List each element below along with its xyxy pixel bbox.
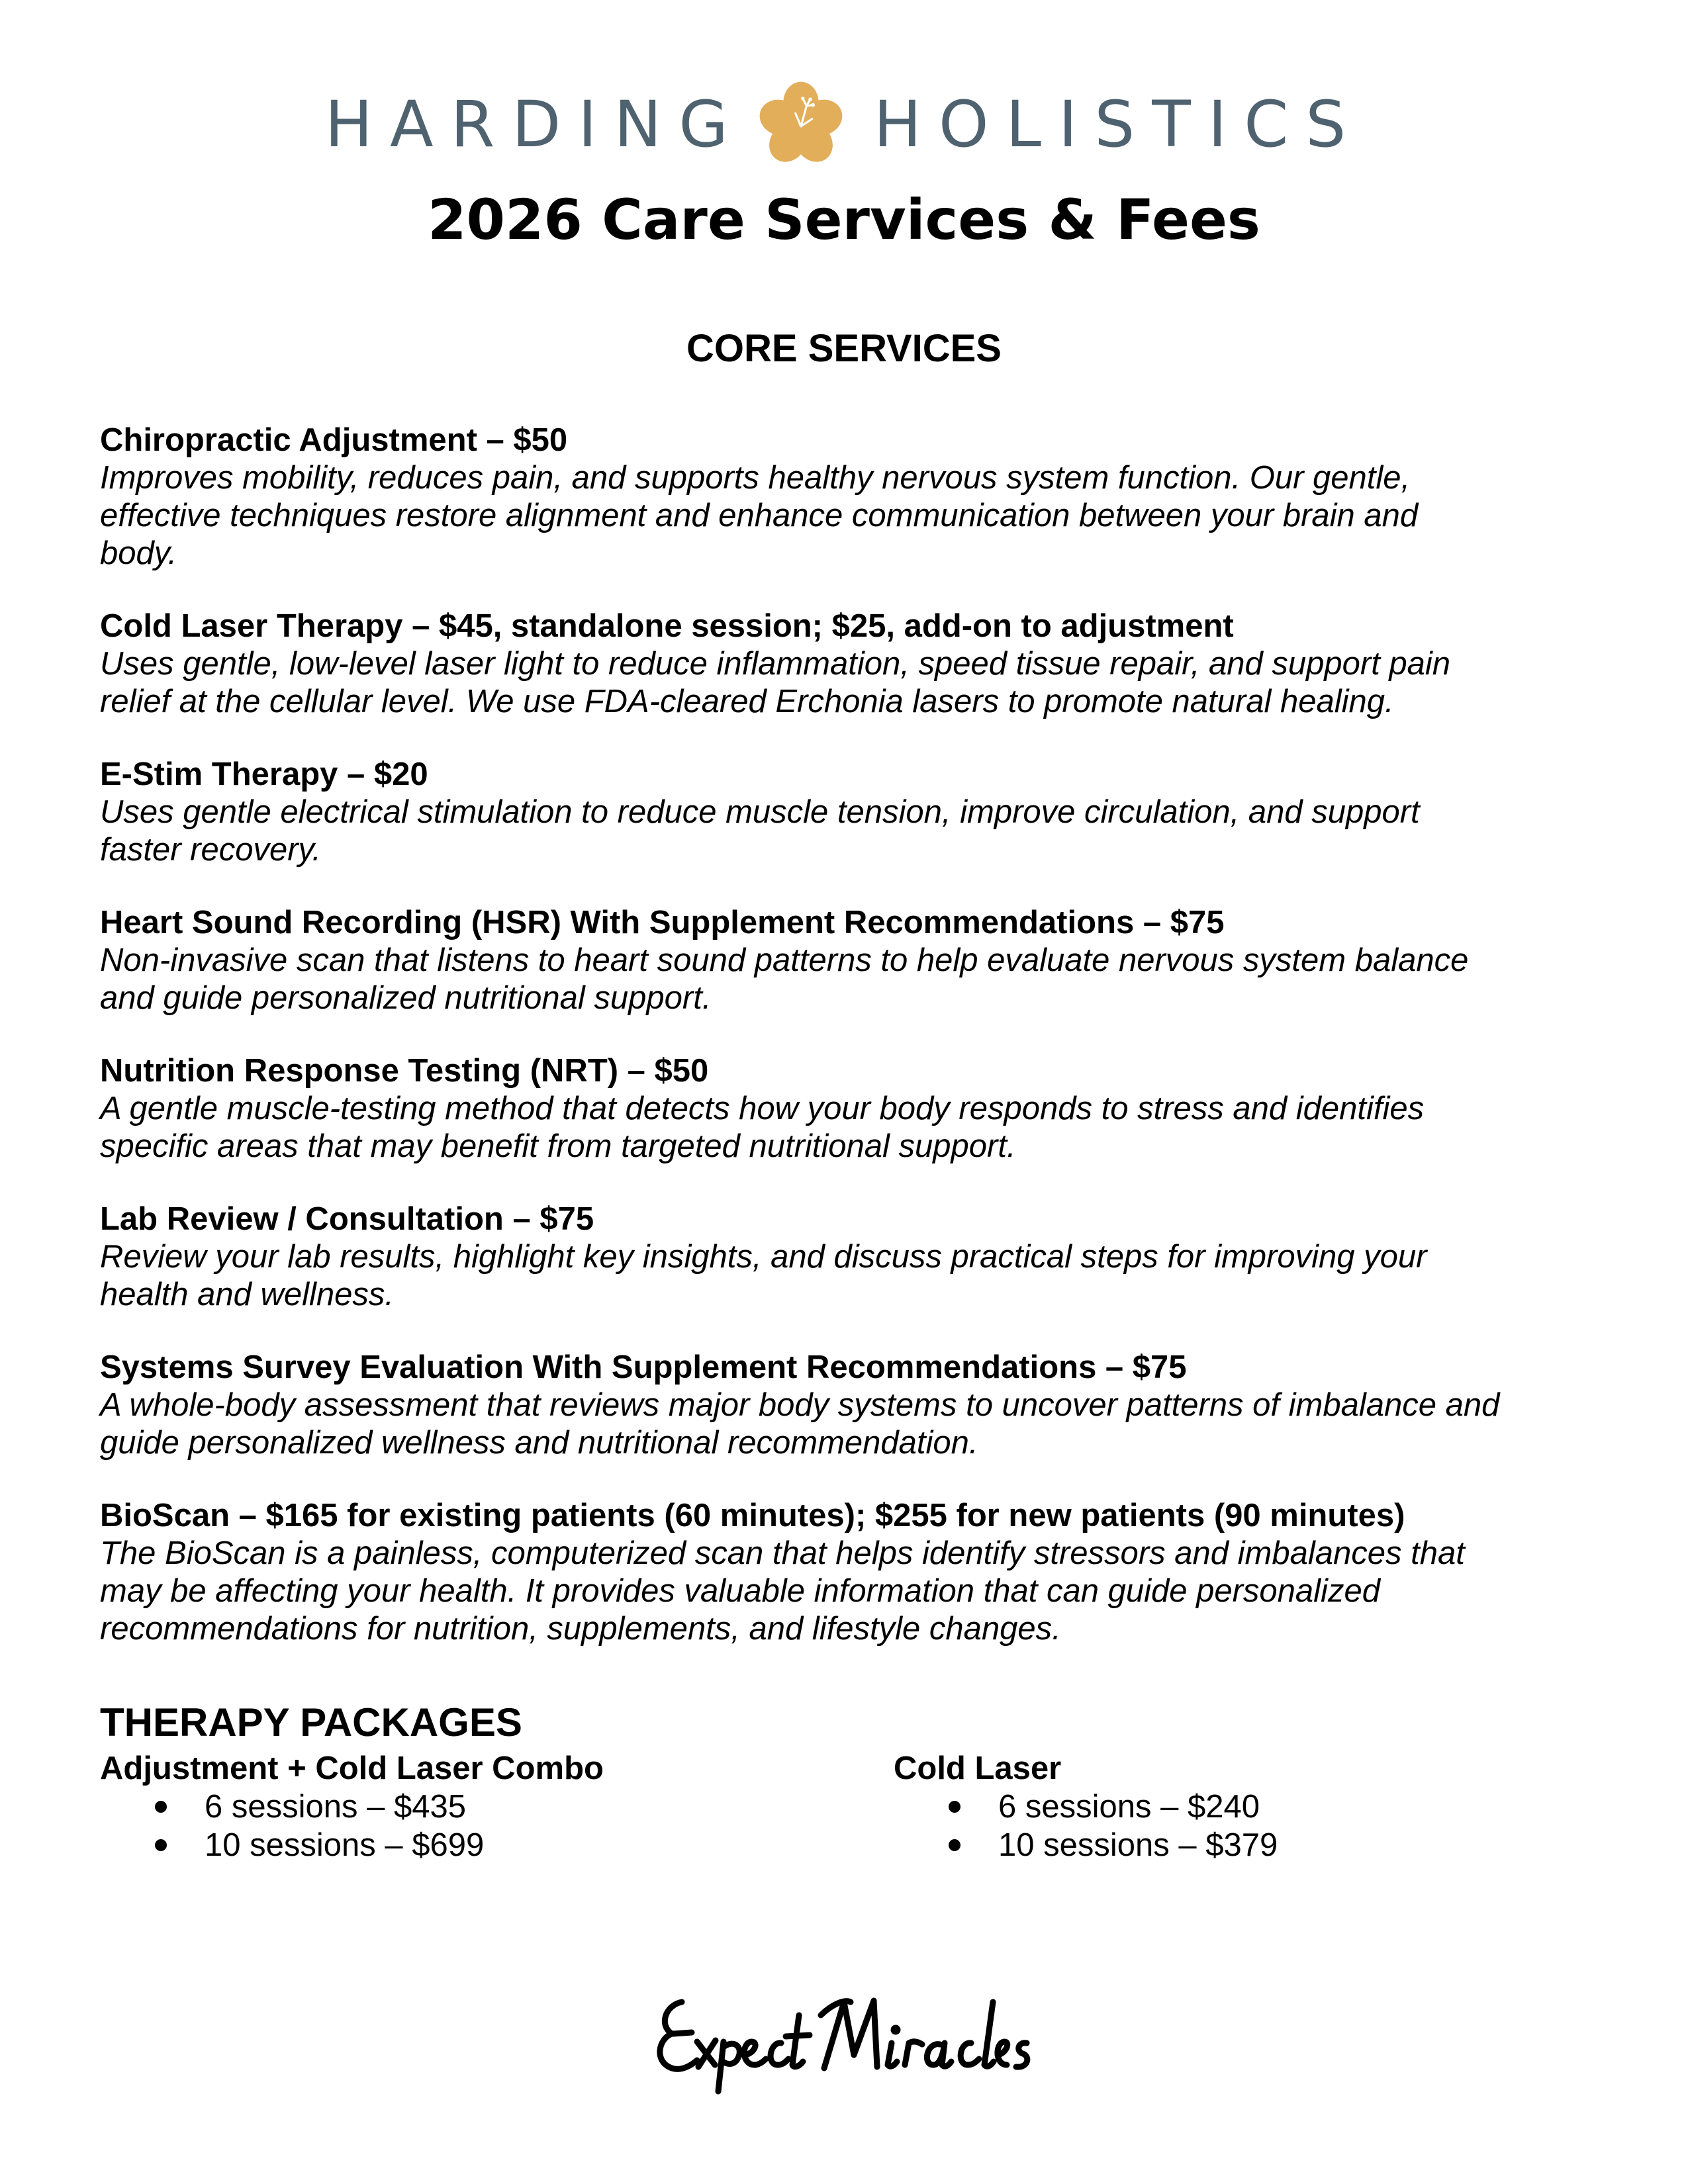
service-description: Improves mobility, reduces pain, and supports healthy nervous system function. Our gentle, effective techniques restore alignment and enhance communication between your brain and body. [100, 460, 1419, 571]
service-heart-sound-recording [100, 904, 1596, 1017]
service-description: Uses gentle, low-level laser light to reduce inflammation, speed tissue repair, and support pain relief at the cellular level. We use FDA-cleared Erchonia lasers to promote natural healing. [100, 646, 1451, 719]
package-title: Adjustment + Cold Laser Combo [100, 1751, 604, 1786]
core-services-heading: CORE SERVICES [686, 327, 1002, 370]
service-description: A whole-body assessment that reviews major body systems to uncover patterns of imbalance and guide personalized wellness and nutritional recommendation. [100, 1387, 1500, 1461]
service-title: Systems Survey Evaluation With Supplement Recommendations – $75 [100, 1349, 1187, 1385]
logo-word-left: HARDING [324, 87, 745, 161]
hibiscus-flower-icon [755, 78, 847, 171]
service-bioscan [100, 1497, 1596, 1648]
service-description: The BioScan is a painless, computerized scan that helps identify stressors and imbalances that may be affecting your health. It provides valuable information that can guide personalized recommendations for nutrition, supplements, and lifestyle changes. [100, 1535, 1465, 1647]
therapy-packages-heading: THERAPY PACKAGES [100, 1700, 522, 1745]
service-title: Lab Review / Consultation – $75 [100, 1201, 594, 1237]
service-description: Review your lab results, highlight key insights, and discuss practical steps for improving your health and wellness. [100, 1239, 1427, 1312]
package-option: 6 sessions – $435 [100, 1788, 604, 1826]
bullet-icon [949, 1839, 961, 1851]
core-services-list [100, 422, 1596, 1683]
service-description: Uses gentle electrical stimulation to reduce muscle tension, improve circulation, and support faster recovery. [100, 794, 1420, 868]
package-option: 10 sessions – $699 [100, 1826, 604, 1864]
service-e-stim-therapy [100, 756, 1596, 869]
package-option: 10 sessions – $379 [894, 1826, 1278, 1864]
service-title: Chiropractic Adjustment – $50 [100, 422, 568, 458]
service-title: BioScan – $165 for existing patients (60 minutes); $255 for new patients (90 minutes) [100, 1498, 1405, 1533]
service-chiropractic-adjustment [100, 422, 1596, 572]
package-adjustment-cold-laser-combo [100, 1749, 604, 1864]
package-title: Cold Laser [894, 1751, 1062, 1786]
service-title: E-Stim Therapy – $20 [100, 756, 428, 792]
service-cold-laser-therapy [100, 608, 1596, 721]
service-title: Cold Laser Therapy – $45, standalone session; $25, add-on to adjustment [100, 608, 1234, 644]
logo-word-right: HOLISTICS [873, 87, 1364, 161]
bullet-icon [155, 1839, 167, 1851]
expect-miracles-signature [645, 1976, 1043, 2095]
service-description: Non-invasive scan that listens to heart sound patterns to help evaluate nervous system balance and guide personalized nutritional support. [100, 942, 1469, 1016]
service-description: A gentle muscle-testing method that detects how your body responds to stress and identifies specific areas that may benefit from targeted nutritional support. [100, 1091, 1425, 1164]
page-title: 2026 Care Services & Fees [428, 187, 1260, 252]
bullet-icon [155, 1801, 167, 1813]
bullet-icon [949, 1801, 961, 1813]
service-nutrition-response-testing [100, 1052, 1596, 1165]
brand-logo [0, 78, 1688, 171]
package-options-list [100, 1788, 604, 1864]
service-systems-survey [100, 1349, 1596, 1462]
service-lab-review [100, 1201, 1596, 1314]
service-title: Nutrition Response Testing (NRT) – $50 [100, 1053, 709, 1089]
package-options-list [894, 1788, 1278, 1864]
package-cold-laser [894, 1749, 1278, 1864]
package-option: 6 sessions – $240 [894, 1788, 1278, 1826]
service-title: Heart Sound Recording (HSR) With Supplement Recommendations – $75 [100, 905, 1225, 940]
